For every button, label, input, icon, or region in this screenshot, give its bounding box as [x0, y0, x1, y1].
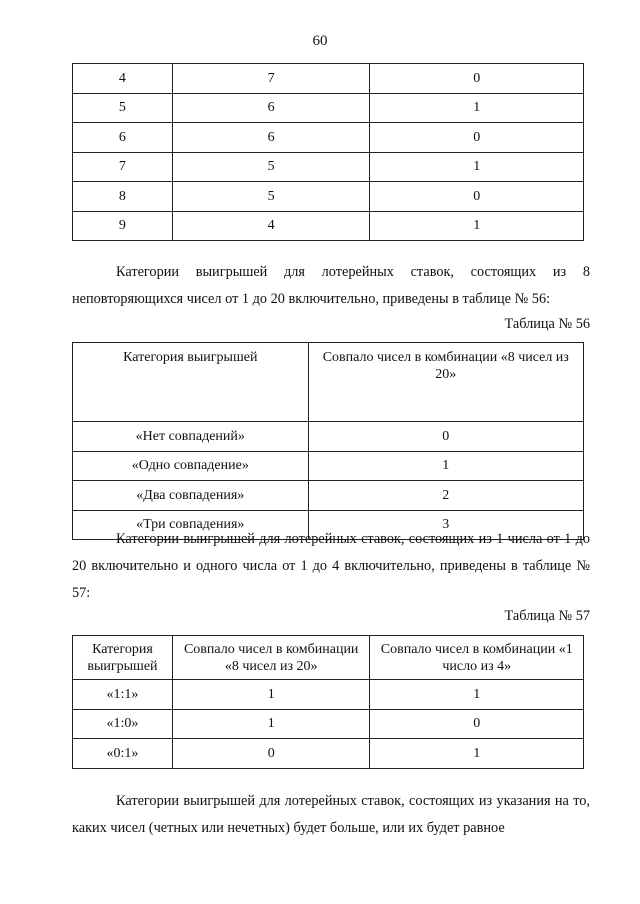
table-cell: «Нет совпадений» — [73, 422, 309, 452]
table-cell: 1 — [370, 739, 584, 769]
table-cell: 5 — [73, 93, 173, 123]
table-row — [73, 680, 584, 710]
table-cell: 3 — [308, 510, 583, 540]
table-row — [73, 93, 584, 123]
table-row — [73, 481, 584, 511]
table-cell: 7 — [172, 64, 370, 94]
table-cell: 2 — [308, 481, 583, 511]
page-number: 60 — [312, 33, 328, 49]
paragraph-table-58-intro: Категории выигрышей для лотерейных ставок, состоящих из указания на то, каких чисел (четных или нечетных) будет больше, или их будет равное — [72, 793, 590, 836]
table-cell: «1:1» — [73, 680, 173, 710]
table-row — [73, 422, 584, 452]
table-cell: 8 — [73, 182, 173, 212]
paragraph-table-57-intro: Категории выигрышей для лотерейных ставок, состоящих из 1 числа от 1 до 20 включительно и одного числа от 1 до 4 включительно, приведены в таблице № 57: — [72, 531, 590, 601]
table-cell: 5 — [172, 182, 370, 212]
table-cell: 4 — [73, 64, 173, 94]
table-cell: 4 — [172, 211, 370, 241]
table-row — [73, 182, 584, 212]
table-cell: «Два совпадения» — [73, 481, 309, 511]
table-cell: 1 — [370, 152, 584, 182]
table-cell: «1:0» — [73, 709, 173, 739]
table-57 — [72, 635, 584, 769]
table-cell: 0 — [308, 422, 583, 452]
table-cell: 0 — [370, 123, 584, 153]
table-cell: 6 — [172, 123, 370, 153]
table-cell: 6 — [172, 93, 370, 123]
table-header-row — [73, 343, 584, 422]
table-cell: 0 — [370, 64, 584, 94]
table-row — [73, 211, 584, 241]
table-cell: 1 — [370, 93, 584, 123]
table-cell: 1 — [370, 211, 584, 241]
table-cell: «Одно совпадение» — [73, 451, 309, 481]
table-cell: 0 — [172, 739, 370, 769]
table-row — [73, 709, 584, 739]
table-56 — [72, 342, 584, 540]
table-row — [73, 64, 584, 94]
table-57-caption: Таблица № 57 — [504, 608, 590, 624]
table-header-row — [73, 636, 584, 680]
table-cell: 1 — [172, 680, 370, 710]
table-cell: 1 — [172, 709, 370, 739]
table-header-cell: Совпало чисел в комбинации «1 число из 4» — [370, 636, 584, 680]
table-continuation — [72, 63, 584, 241]
table-cell: «0:1» — [73, 739, 173, 769]
table-cell: 6 — [73, 123, 173, 153]
table-row — [73, 451, 584, 481]
table-cell: 9 — [73, 211, 173, 241]
table-cell: 5 — [172, 152, 370, 182]
table-cell: 1 — [370, 680, 584, 710]
table-row — [73, 123, 584, 153]
table-row — [73, 152, 584, 182]
table-cell: 0 — [370, 182, 584, 212]
table-header-cell: Категория выигрышей — [73, 636, 173, 680]
table-cell: «Три совпадения» — [73, 510, 309, 540]
table-header-cell: Совпало чисел в комбинации «8 чисел из 20» — [308, 343, 583, 422]
table-56-caption: Таблица № 56 — [504, 316, 590, 332]
table-row — [73, 739, 584, 769]
table-cell: 7 — [73, 152, 173, 182]
paragraph-table-56-intro: Категории выигрышей для лотерейных ставок, состоящих из 8 неповторяющихся чисел от 1 до 20 включительно, приведены в таблице № 56: — [72, 264, 590, 307]
table-cell: 1 — [308, 451, 583, 481]
table-header-cell: Категория выигрышей — [73, 343, 309, 422]
table-header-cell: Совпало чисел в комбинации «8 чисел из 20» — [172, 636, 370, 680]
table-cell: 0 — [370, 709, 584, 739]
